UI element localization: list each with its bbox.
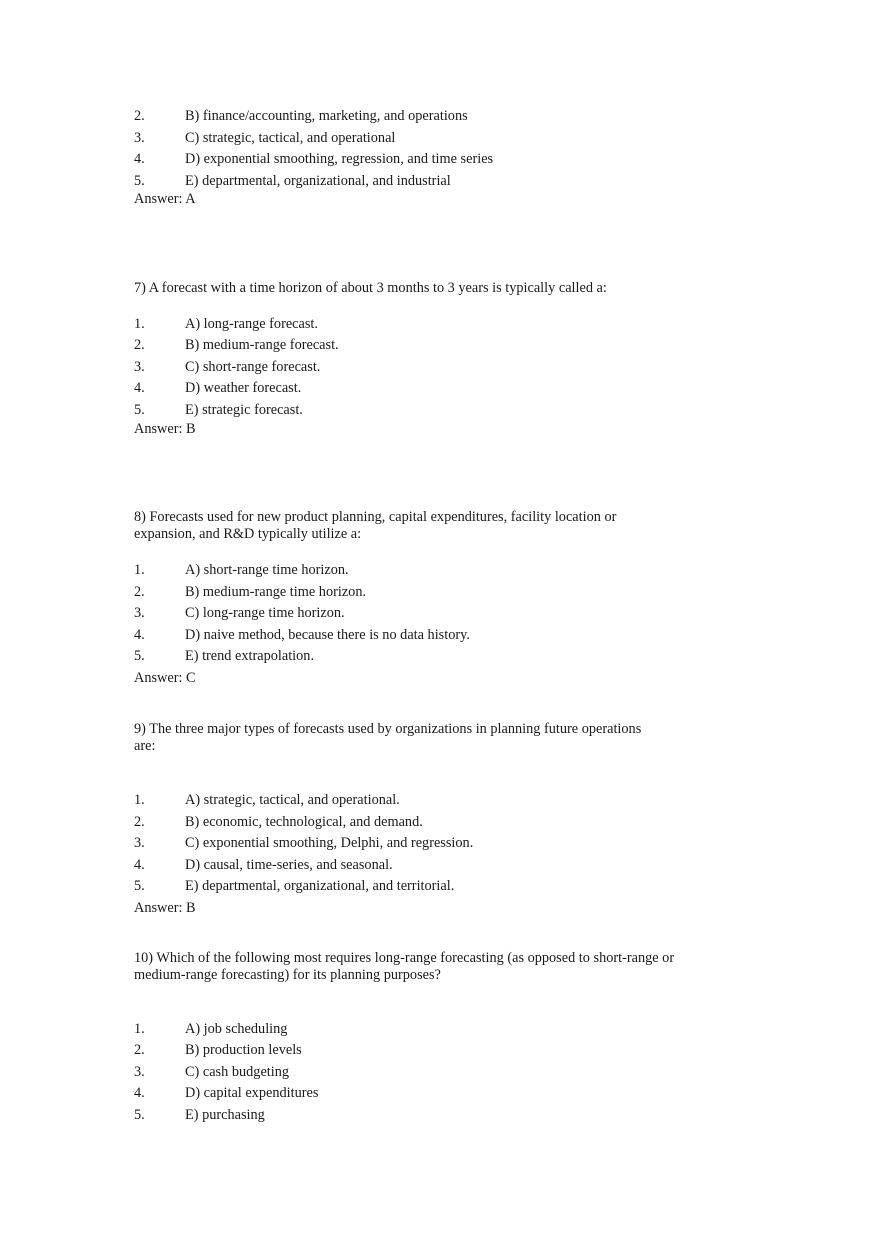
option-text: A) long-range forecast. [185,316,318,332]
option-number: 2. [134,1042,145,1058]
question-text: medium-range forecasting) for its planning purposes? [134,967,441,983]
option-number: 4. [134,857,145,873]
option-number: 5. [134,648,145,664]
option-text: A) short-range time horizon. [185,562,349,578]
option-number: 1. [134,1021,145,1037]
option-text: C) exponential smoothing, Delphi, and regression. [185,835,474,851]
option-number: 4. [134,627,145,643]
option-text: E) departmental, organizational, and industrial [185,173,451,189]
option-text: D) causal, time-series, and seasonal. [185,857,393,873]
option-number: 5. [134,878,145,894]
option-number: 1. [134,316,145,332]
option-number: 3. [134,605,145,621]
option-number: 3. [134,130,145,146]
option-text: B) medium-range time horizon. [185,584,367,600]
option-text: C) strategic, tactical, and operational [185,130,396,146]
option-number: 2. [134,108,145,124]
question-text: 9) The three major types of forecasts used by organizations in planning future operations [134,721,642,737]
option-number: 1. [134,792,145,808]
option-text: C) long-range time horizon. [185,605,345,621]
option-text: C) cash budgeting [185,1064,290,1080]
option-text: B) finance/accounting, marketing, and operations [185,108,468,124]
answer-text: Answer: A [134,191,196,207]
question-text: 10) Which of the following most requires long-range forecasting (as opposed to short-range or [134,950,675,966]
option-text: E) strategic forecast. [185,402,303,418]
option-number: 4. [134,380,145,396]
option-text: E) purchasing [185,1107,265,1123]
option-number: 2. [134,814,145,830]
option-number: 4. [134,1085,145,1101]
option-number: 5. [134,402,145,418]
option-text: B) medium-range forecast. [185,337,339,353]
option-number: 5. [134,1107,145,1123]
option-text: D) weather forecast. [185,380,302,396]
option-text: C) short-range forecast. [185,359,321,375]
option-number: 2. [134,337,145,353]
question-text: expansion, and R&D typically utilize a: [134,526,362,542]
option-text: D) exponential smoothing, regression, and time series [185,151,494,167]
option-text: A) job scheduling [185,1021,288,1037]
answer-text: Answer: B [134,900,196,916]
option-number: 2. [134,584,145,600]
option-number: 3. [134,1064,145,1080]
option-number: 4. [134,151,145,167]
option-text: A) strategic, tactical, and operational. [185,792,400,808]
option-text: B) economic, technological, and demand. [185,814,423,830]
option-text: E) trend extrapolation. [185,648,315,664]
answer-text: Answer: C [134,670,196,686]
question-text: are: [134,738,156,754]
option-text: D) naive method, because there is no data history. [185,627,470,643]
option-text: D) capital expenditures [185,1085,319,1101]
answer-text: Answer: B [134,421,196,437]
question-text: 8) Forecasts used for new product planning, capital expenditures, facility location or [134,509,617,525]
option-number: 3. [134,359,145,375]
option-number: 5. [134,173,145,189]
option-number: 1. [134,562,145,578]
option-number: 3. [134,835,145,851]
question-text: 7) A forecast with a time horizon of about 3 months to 3 years is typically called a: [134,280,607,296]
option-text: E) departmental, organizational, and territorial. [185,878,455,894]
option-text: B) production levels [185,1042,302,1058]
